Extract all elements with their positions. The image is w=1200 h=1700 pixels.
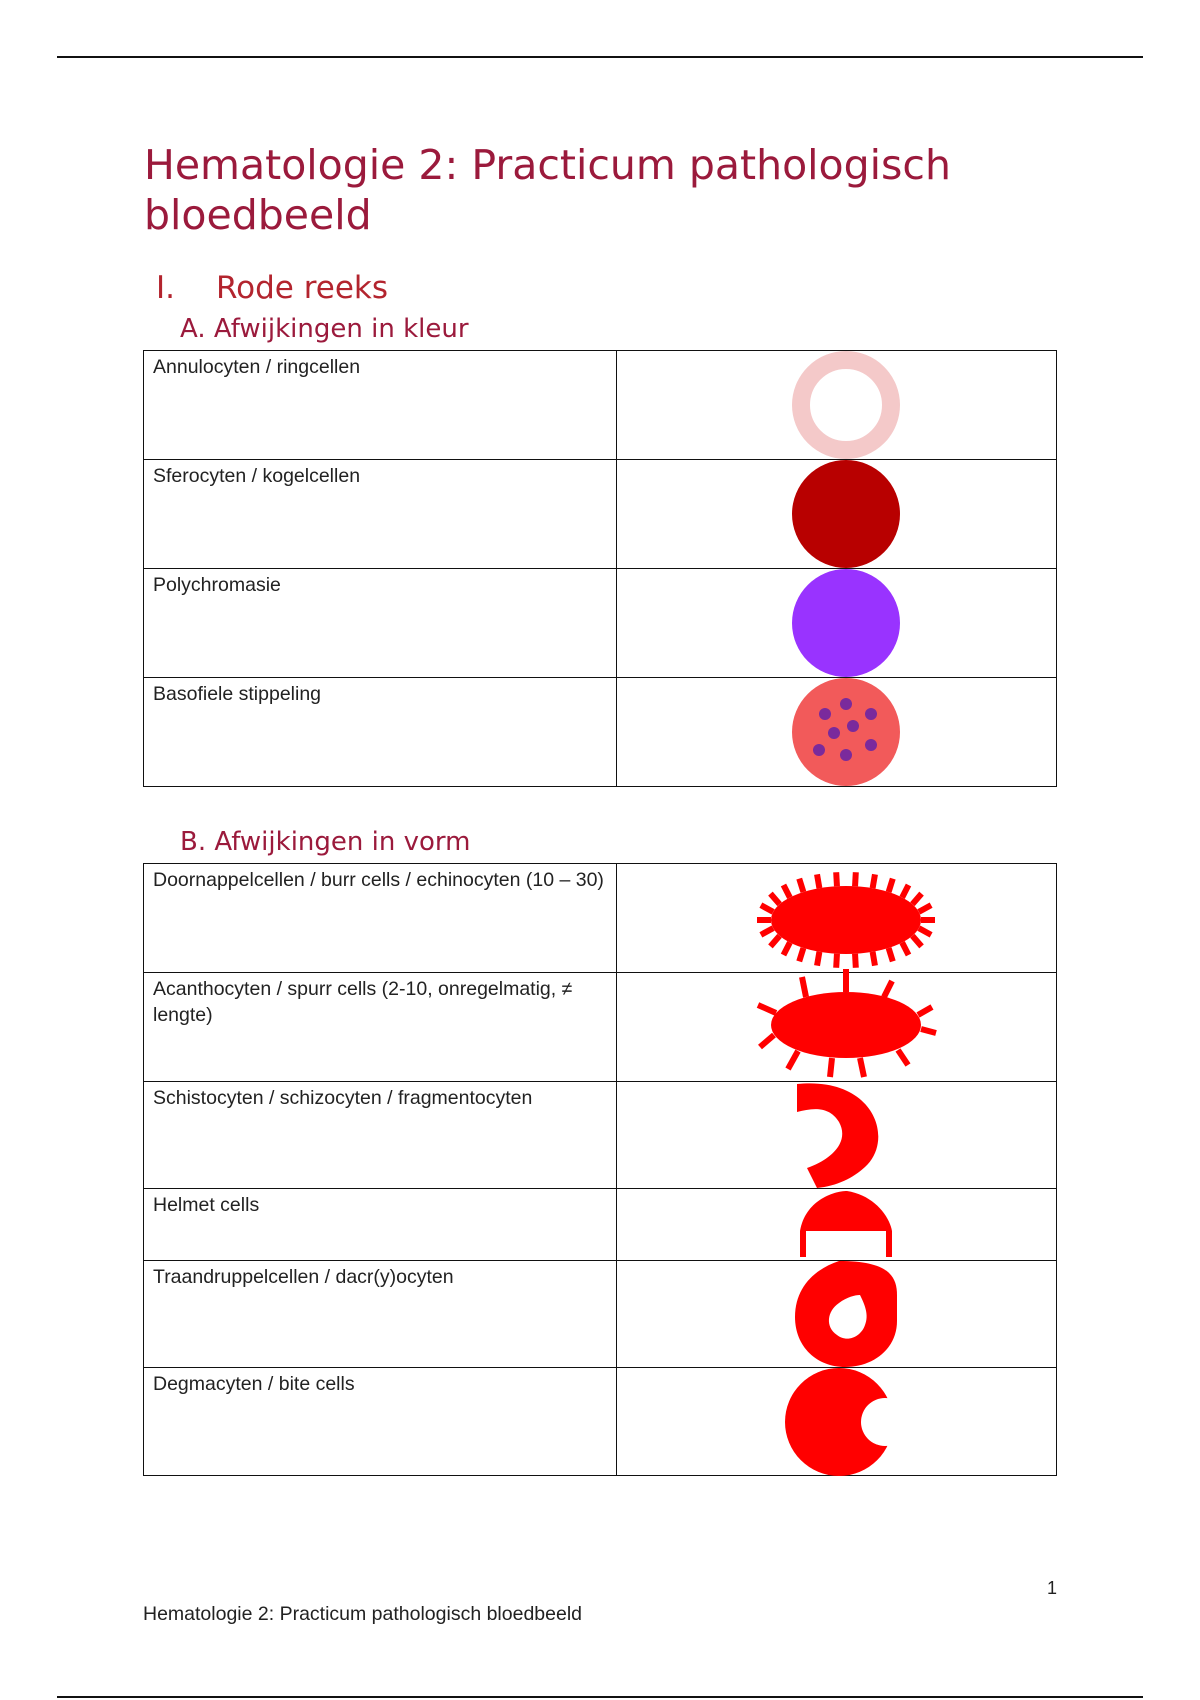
row-image-cell — [617, 678, 1057, 787]
row-image-cell — [617, 351, 1057, 460]
section-heading — [156, 268, 388, 308]
table-afwijkingen-kleur — [143, 350, 1057, 787]
bottom-rule — [57, 1696, 1143, 1698]
row-label: Acanthocyten / spurr cells (2-10, onregelmatig, ≠ lengte) — [144, 973, 617, 1082]
table-row — [144, 1082, 1057, 1189]
row-label: Schistocyten / schizocyten / fragmentocyten — [144, 1082, 617, 1189]
row-label: Basofiele stippeling — [144, 678, 617, 787]
page-number: 1 — [1047, 1578, 1058, 1598]
section-number: I. — [156, 270, 175, 306]
row-image-cell — [617, 569, 1057, 678]
table-row — [144, 864, 1057, 973]
table-row — [144, 460, 1057, 569]
row-label: Helmet cells — [144, 1189, 617, 1261]
row-label: Doornappelcellen / burr cells / echinocyten (10 – 30) — [144, 864, 617, 973]
row-image-cell — [617, 864, 1057, 973]
row-label: Annulocyten / ringcellen — [144, 351, 617, 460]
ring-cell-icon — [617, 351, 1075, 459]
helmet-cell-icon — [617, 1189, 1075, 1261]
row-label: Degmacyten / bite cells — [144, 1368, 617, 1476]
echinocyte-icon — [617, 864, 1075, 972]
row-image-cell — [617, 1082, 1057, 1189]
basophilic-stippling-cell-icon — [617, 678, 1075, 786]
subsection-heading-kleur: A. Afwijkingen in kleur — [180, 314, 469, 344]
table-afwijkingen-vorm — [143, 863, 1057, 1476]
table-row — [144, 569, 1057, 678]
table-row — [144, 973, 1057, 1082]
table-row — [144, 1261, 1057, 1368]
top-rule — [57, 56, 1143, 58]
polychromasia-cell-icon — [617, 569, 1075, 677]
row-image-cell — [617, 1261, 1057, 1368]
table-row — [144, 1368, 1057, 1476]
page-footer: Hematologie 2: Practicum pathologisch bloedbeeld — [143, 1603, 583, 1625]
schistocyte-icon — [617, 1082, 1075, 1188]
spherocyte-icon — [617, 460, 1075, 568]
acanthocyte-icon — [617, 973, 1075, 1081]
row-image-cell — [617, 973, 1057, 1082]
subsection-heading-vorm: B. Afwijkingen in vorm — [180, 827, 471, 857]
row-image-cell — [617, 1368, 1057, 1476]
row-label: Traandruppelcellen / dacr(y)ocyten — [144, 1261, 617, 1368]
row-label: Polychromasie — [144, 569, 617, 678]
row-label: Sferocyten / kogelcellen — [144, 460, 617, 569]
row-image-cell — [617, 1189, 1057, 1261]
section-title: Rode reeks — [216, 270, 389, 306]
document-title: Hematologie 2: Practicum pathologisch bloedbeeld — [144, 141, 951, 239]
table-row — [144, 1189, 1057, 1261]
table-row — [144, 351, 1057, 460]
row-image-cell — [617, 460, 1057, 569]
teardrop-cell-icon — [617, 1261, 1075, 1367]
table-row — [144, 678, 1057, 787]
bite-cell-icon — [617, 1368, 1075, 1476]
